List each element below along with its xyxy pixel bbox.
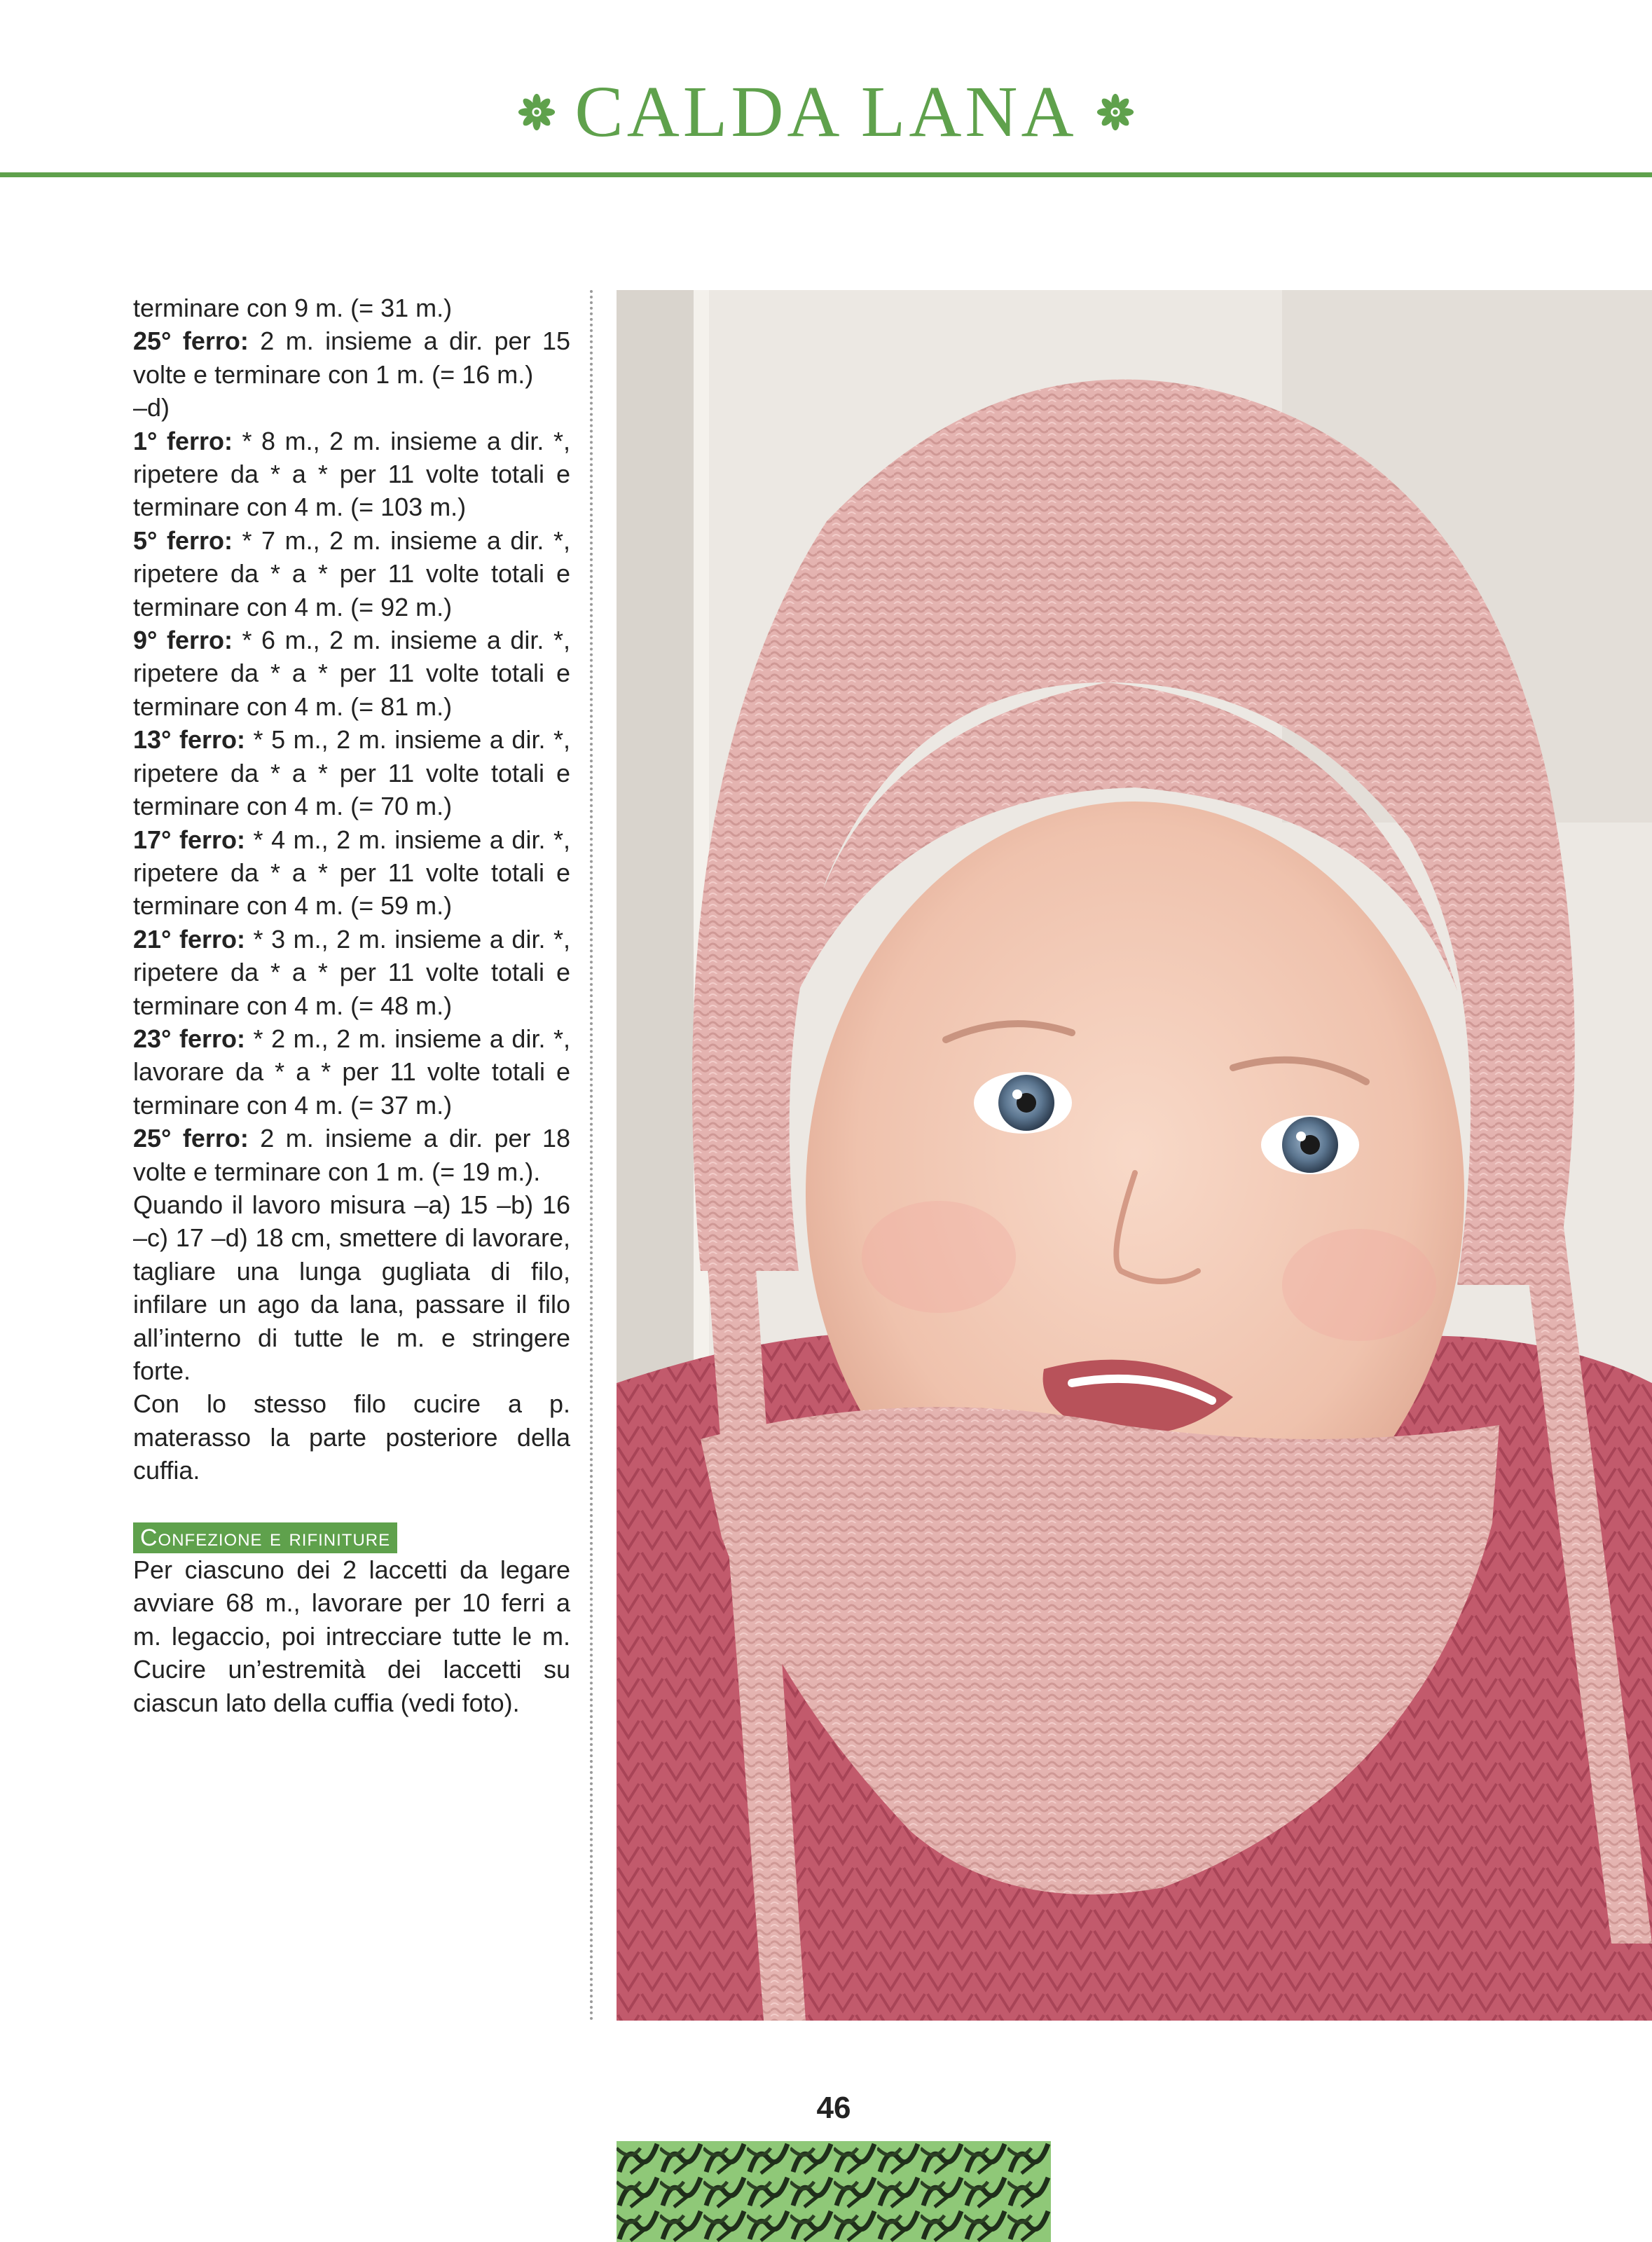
row-label: 25° ferro: xyxy=(133,326,249,356)
instruction-row xyxy=(133,723,570,823)
knit-swatch-decoration xyxy=(617,2141,1051,2242)
row-label: 17° ferro: xyxy=(133,825,245,854)
instruction-row xyxy=(133,823,570,923)
row-label: 1° ferro: xyxy=(133,426,233,455)
row-text: * 4 m., 2 m. insieme a dir. *, ripetere da * a * per 11 volte totali e terminare con 4 m. (= 59 m.) xyxy=(133,825,570,921)
row-text: * 7 m., 2 m. insieme a dir. *, ripetere da * a * per 11 volte totali e terminare con 4 m. (= 92 m.) xyxy=(133,525,570,621)
closing-paragraph: Quando il lavoro misura –a) 15 –b) 16 –c) 17 –d) 18 cm, smettere di lavorare, tagliare una lunga gugliata di filo, infilare un ago da lana, passare il filo all’interno di tutte le m. e stringere forte. xyxy=(133,1190,570,1385)
instructions-column xyxy=(133,291,570,1719)
instruction-row xyxy=(133,1022,570,1122)
instruction-line: terminare con 9 m. (= 31 m.) xyxy=(133,294,453,322)
instruction-row xyxy=(133,324,570,391)
magazine-title: CALDA LANA xyxy=(574,71,1078,152)
baby-bonnet-photo xyxy=(617,290,1652,2021)
instruction-row xyxy=(133,425,570,524)
row-text: * 5 m., 2 m. insieme a dir. *, ripetere da * a * per 11 volte totali e terminare con 4 m. (= 70 m.) xyxy=(133,725,570,821)
row-text: 2 m. insieme a dir. per 15 volte e terminare con 1 m. (= 16 m.) xyxy=(133,326,570,389)
header-divider xyxy=(0,172,1652,177)
instruction-row xyxy=(133,624,570,723)
row-text: 2 m. insieme a dir. per 18 volte e terminare con 1 m. (= 19 m.). xyxy=(133,1124,570,1186)
row-label: 23° ferro: xyxy=(133,1024,245,1053)
size-label: –d) xyxy=(133,393,170,422)
instruction-row xyxy=(133,923,570,1022)
row-label: 5° ferro: xyxy=(133,525,233,555)
row-text: * 6 m., 2 m. insieme a dir. *, ripetere da * a * per 11 volte totali e terminare con 4 m. (= 81 m.) xyxy=(133,626,570,721)
flower-icon xyxy=(1096,92,1135,132)
page-header xyxy=(0,70,1652,154)
finishing-paragraph: Per ciascuno dei 2 laccetti da legare avviare 68 m., lavorare per 10 ferri a m. legaccio, poi intrecciare tutte le m. Cucire un’estremità dei laccetti su ciascun lato della cuffia (vedi foto). xyxy=(133,1555,570,1717)
instruction-row xyxy=(133,524,570,624)
column-divider xyxy=(590,290,593,2022)
section-heading-finishing: Confezione e rifiniture xyxy=(133,1522,397,1553)
seam-paragraph: Con lo stesso filo cucire a p. materasso la parte posteriore della cuffia. xyxy=(133,1389,570,1485)
row-label: 21° ferro: xyxy=(133,924,245,954)
page-number: 46 xyxy=(816,2091,851,2125)
row-text: * 3 m., 2 m. insieme a dir. *, ripetere da * a * per 11 volte totali e terminare con 4 m. (= 48 m.) xyxy=(133,924,570,1020)
instruction-row xyxy=(133,1122,570,1188)
flower-icon xyxy=(517,92,556,132)
row-text: * 2 m., 2 m. insieme a dir. *, lavorare da * a * per 11 volte totali e terminare con 4 m. (= 37 m.) xyxy=(133,1024,570,1120)
row-label: 25° ferro: xyxy=(133,1124,249,1153)
row-text: * 8 m., 2 m. insieme a dir. *, ripetere da * a * per 11 volte totali e terminare con 4 m. (= 103 m.) xyxy=(133,426,570,522)
row-label: 9° ferro: xyxy=(133,626,233,655)
row-label: 13° ferro: xyxy=(133,725,245,755)
